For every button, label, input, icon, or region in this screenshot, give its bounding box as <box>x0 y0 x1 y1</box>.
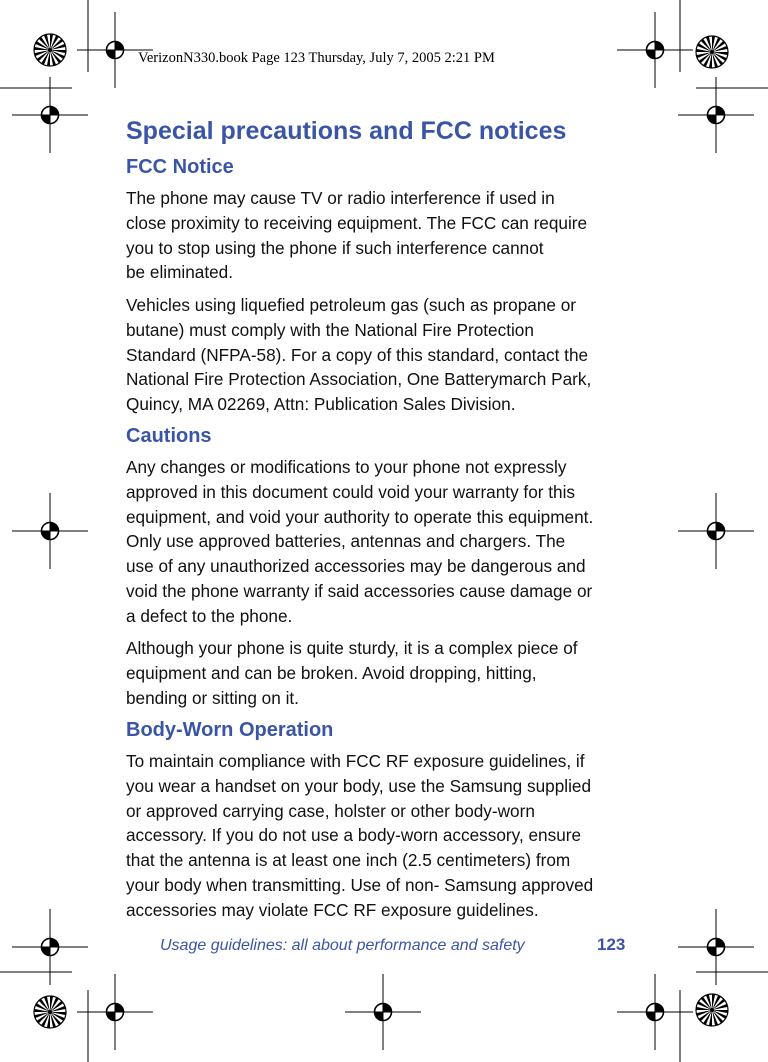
paragraph-cautions-modifications <box>126 455 636 629</box>
text-line: To maintain compliance with FCC RF exposure guidelines, if <box>126 751 585 771</box>
paragraph-fcc-lpg <box>126 293 636 417</box>
text-line: Vehicles using liquefied petroleum gas (such as propane or <box>126 295 577 315</box>
paragraph-cautions-sturdy <box>126 636 636 710</box>
registration-target-icon <box>617 12 693 88</box>
text-line: close proximity to receiving equipment. The FCC can require <box>126 212 588 233</box>
text-line: use of any unauthorized accessories may be dangerous and <box>126 556 586 577</box>
registration-target-icon <box>345 974 421 1050</box>
star-target-icon <box>696 36 728 68</box>
section-heading-fcc-notice: FCC Notice <box>126 156 234 178</box>
section-heading-body-worn: Body-Worn Operation <box>126 719 334 741</box>
text-line: Standard (NFPA-58). For a copy of this standard, contact the <box>126 344 589 365</box>
registration-target-icon <box>12 909 88 985</box>
text-line: Only use approved batteries, antennas and chargers. The <box>126 531 566 552</box>
text-line: bending or sitting on it. <box>126 687 299 708</box>
text-line: Although your phone is quite sturdy, it is a complex piece of <box>126 638 578 658</box>
registration-target-icon <box>678 493 754 569</box>
text-line: Quincy, MA 02269, Attn: Publication Sales Division. <box>126 394 516 415</box>
section-heading-cautions: Cautions <box>126 425 212 447</box>
print-slug: VerizonN330.book Page 123 Thursday, July 7, 2005 2:21 PM <box>138 50 495 66</box>
text-line: Any changes or modifications to your phone not expressly <box>126 457 567 477</box>
paragraph-body-worn <box>126 749 636 923</box>
text-line: butane) must comply with the National Fire Protection <box>126 319 534 340</box>
page-title: Special precautions and FCC notices <box>126 117 567 145</box>
text-line: you to stop using the phone if such interference cannot <box>126 237 544 258</box>
text-line: or approved carrying case, holster or other body-worn <box>126 800 535 821</box>
star-target-icon <box>34 34 66 66</box>
star-target-icon <box>696 994 728 1026</box>
text-line: a defect to the phone. <box>126 605 293 626</box>
text-line: your body when transmitting. Use of non- Samsung approved <box>126 874 594 895</box>
text-line: equipment and can be broken. Avoid dropping, hitting, <box>126 662 537 683</box>
text-line: The phone may cause TV or radio interference if used in <box>126 188 555 208</box>
text-line: equipment, and void your authority to operate this equipment. <box>126 506 594 527</box>
star-target-icon <box>34 996 66 1028</box>
text-line: void the phone warranty if said accessories cause damage or <box>126 580 593 601</box>
registration-target-icon <box>12 493 88 569</box>
text-line: be eliminated. <box>126 262 234 283</box>
text-line: National Fire Protection Association, One Batterymarch Park, <box>126 369 592 390</box>
text-line: accessories may violate FCC RF exposure guidelines. <box>126 899 539 920</box>
running-footer: Usage guidelines: all about performance and safety <box>160 937 525 954</box>
paragraph-fcc-interference <box>126 186 636 285</box>
text-line: approved in this document could void your warranty for this <box>126 481 576 502</box>
registration-target-icon <box>678 909 754 985</box>
registration-target-icon <box>617 974 693 1050</box>
page-number: 123 <box>597 935 626 954</box>
text-line: you wear a handset on your body, use the Samsung supplied <box>126 775 592 796</box>
text-line: that the antenna is at least one inch (2.5 centimeters) from <box>126 850 571 871</box>
text-line: accessory. If you do not use a body-worn accessory, ensure <box>126 825 582 846</box>
